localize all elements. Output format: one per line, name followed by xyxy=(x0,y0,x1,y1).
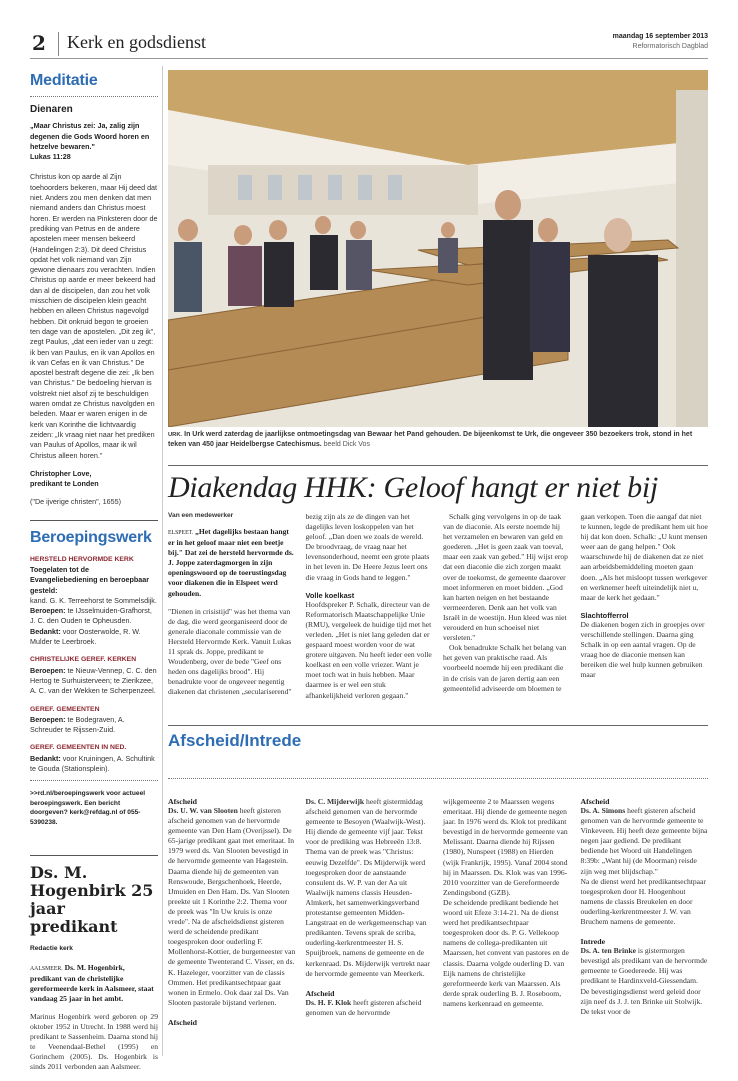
afscheid-list xyxy=(168,797,708,1027)
hogenbirk-body: Marinus Hogenbirk werd geboren op 29 oktober 1952 in Utrecht. In 1988 werd hij predikant te Sassenheim. Daarna stond hij te Veenendaal-Bethel (1995) en Gorinchem (2005). Ds. Hogenbirk is sinds 2011 verbonden aan Aalsmeer. xyxy=(30,1012,158,1072)
page-header xyxy=(30,28,708,59)
article-paragraph: Ook benadrukte Schalk het belang van het geven van praktische raad. Als voorbeeld noemde hij een predikant die in de crisis van de jaren dertig aan een gemeentelid adviseerde om bloemen te gaan verkopen. Toen die aangaf dat niet te kunnen, legde de predikant hem uit hoe hij dat kon doen. Schalk: „U kunt mensen weer aan de gang helpen." Ook waarschuwde hij de diakenen dat ze niet aan arbeidsbemiddeling moeten gaan doen. „Als het misloopt tussen werkgever en werknemer heeft uiteindelijk niet u, maar de kerk het gedaan." xyxy=(443,512,708,693)
afscheid-heading: Afscheid/Intrede xyxy=(168,731,302,750)
divider xyxy=(168,725,708,726)
column-divider xyxy=(162,66,163,1056)
meditatie-heading: Meditatie xyxy=(30,72,98,89)
issue-date: maandag 16 september 2013 xyxy=(612,33,708,40)
divider xyxy=(30,855,158,856)
list-item: Afscheid Ds. A. Simons heeft gisteren afscheid genomen van de hervormde gemeente te Vinkeveen. Hij heeft deze gemeente bijna negen jaar gediend. De predikant bediende het Woord uit Handelingen 8:39b: „Want hij (de Moorman) reisde zijn weg met blijdschap." Na de dienst werd het predikantsechtpaar toegesproken door H. Hoogenhout namens de classis Breukelen en door ouderling-kerkrentmeester J. W. van Bruchem namens de gemeente. xyxy=(580,797,708,927)
article-paragraph: "Dienen in crisistijd" was het thema van de dag, die werd georganiseerd door de generale diaconale commissie van de Hersteld Hervormde Kerk. Vanuit Lukas 11 sprak ds. Joppe, predikant te Woudenberg, over de bede "Geef ons heden ons dagelijks brood". Hij benadrukte voor de ongeveer negentig diakenen dat christenen „seculariserend" bezig zijn als ze de dingen van het dagelijks leven loskoppelen van het geloof. „Dan doen we zoals de wereld. De broodvraag, de vraag naar het levensonderhoud, neemt een grote plaats in het leven in. De Heere Jezus leert ons die vraag in Gods hand te leggen." xyxy=(168,512,430,697)
meditatie-subtitle: Dienaren xyxy=(30,104,73,115)
article-paragraph: Hoofdspreker P. Schalk, directeur van de Reformatorisch Maatschappelijke Unie (RMU), vergeleek de huidige tijd met het verleden. „Het is niet lang geleden dat er gespaard moest worden voor de wat grotere uitgaven. Nu heeft ieder een volle koelkast en een volle vriezer. Want je moet toch wat in huis hebben. Maar daarmee is er wel een stuk afhankelijkheid verloren gegaan." xyxy=(305,599,432,700)
church-cgk: CHRISTELIJKE GEREF. KERKEN xyxy=(30,656,137,664)
article-body xyxy=(168,512,708,701)
gg-beroepen: Beroepen: te Bodegraven, A. Schreuder te Rijssen-Zuid. xyxy=(30,714,125,735)
meditatie-author: Christopher Love, xyxy=(30,468,92,478)
hogenbirk-headline: Ds. M. Hogenbirk 25 jaar predikant xyxy=(30,863,154,937)
dateline: AALSMEER. xyxy=(30,965,63,972)
article-paragraph: Schalk ging vervolgens in op de taak van de diaconie. Als eerste noemde hij het verzamelen en bewaren van geld en goederen. „Het is geen zaak van toeval, maar een zaak van gebed." Hij wijst erop dat een diaconie die zich zorgen maakt over de toekomst, de gemeente daarover moet informeren en moet bidden. „God kan harten neigen en het bestaande vermeerderen. Denk aan het volk van Israël in de woestijn. Hun kleed was niet verouderd en hun schoeisel niet versleten." xyxy=(443,512,568,643)
church-gg: GEREF. GEMEENTEN xyxy=(30,705,100,713)
left-column xyxy=(30,68,158,1081)
meditatie-reference: Lukas 11:28 xyxy=(30,152,71,162)
article-paragraph: De diakenen bogen zich in groepjes over verschillende stellingen. Daarna ging Schalk in op een aantal vragen. Op de vraag hoe de diaconie mensen kan bereiken die wel hulp kunnen gebruiken maar xyxy=(580,619,705,680)
church-photo xyxy=(168,70,708,427)
article-lead: „Het dagelijks bestaan hangt er in het geloof maar niet een beetje bij." Dat zei de hersteld hervormde ds. J. Joppe zaterdagmorgen in zijn openingswoord op de toerustingsdag voor diakenen die in Elspeet werd gehouden. xyxy=(168,527,294,598)
meditatie-source: ("De ijverige christen", 1655) xyxy=(30,497,121,507)
beroepingswerk-footer-link[interactable]: >>rd.nl/beroepingswerk voor actueel beroepingswerk. Een bericht doorgeven? kerk@refdag.nl of 055-5390238. xyxy=(30,790,146,826)
list-item: Afscheid Ds. C. Mijderwijk heeft gistermiddag afscheid genomen van de hervormde gemeente te Besoyen (Waalwijk-West). Hij diende de gemeente vijf jaar. Tekst voor de prediking was Hebreeën 13:8. Thema van de preek was "Christus: eeuwig Dezelfde". Ds Mijderwijk werd toegesproken door de aanstaande consulent ds. W. P. van der Aa uit Waalwijk namens classis Heusden-Almkerk, het samenwerkingsverband protestantse gemeenten Midden-Langstraat en de werkgemeenschap van predikanten. Tevens sprak de scriba, ouderling-kerkrentmeester H. S. Spuijbroek, namens de gemeente en de kerkenraad. Ds. Mijderwijk vertrekt naar de hervormde gemeente van Meerkerk. xyxy=(168,797,430,1027)
photo-caption: URK. In Urk werd zaterdag de jaarlijkse ontmoetingsdag van Bewaar het Pand gehouden. De bijeenkomst te Urk, die ongeveer 350 bezoekers trok, stond in het teken van 450 jaar Heidelbergse Catechismus. beeld Dick Vos xyxy=(168,431,693,448)
list-item: Afscheid Ds. U. W. van Slooten heeft gisteren afscheid genomen van de hervormde gemeente van Den Ham (Overijssel). De 65-jarige predikant gaat met emeritaat. In 1979 werd ds. Van Slooten bevestigd in de hervormde gemeente van Hagestein. Daarna diende hij de gemeenten van Renswoude, Bergschenhoek, Heerde, IJmuiden en Den Ham. Ds. Van Slooten preekte uit 1 Korinthe 2:2. Thema voor de preek was "In Uw kruis is onze vrede". Na de afscheidsdienst gisteren werd de scheidende predikant toegesproken door ouderling F. Mollenhorst-Kottier, de burgemeester van de gemeente Twenterand C. Visser, en ds. K. Hazeleger, voorzitter van de classis Ommen. Het predikantsechtpaar gaat wonen in Ermelo. Ook daar zal Ds. Van Slooten pastorale bijstand verlenen. xyxy=(168,797,296,1007)
section-title: Kerk en godsdienst xyxy=(58,32,206,56)
article-subheading: Slachtofferrol xyxy=(580,610,629,620)
meditatie-body: Christus kon op aarde al Zijn toehoorders bekeren, maar Hij deed dat niet. Anders zou men denken dat men niemand anders dan Christus moest horen. Er werden na Pinksteren door de prediking van Petrus en de andere apostelen meer mensen bekeerd (Handelingen 2:3). Dit deed Christus opdat het volk niemand van Zijn gewone dienaars zou verachten. Indien Christus op aarde er meer bekeerd had dan al de discipelen, dan zou het volk misschien de discipelen klein geacht hebben en alleen Christus nagevolgd hebben. Dit onkruid begon te groeien ten dage van de apostelen. „Dit zeg ik", zegt Paulus, „dat een ieder van u zegt: ik ben van Paulus, en ik van Apollos en ik van Cefas en ik van Christus." De apostel bestraft degene die zei: „Ik ben van Christus." De bedoeling hiervan is volstrekt niet alsof zij te beschuldigen waren omdat ze Christus navolgden en beleden. Maar er waren enigen in de kerk van Korinthe die lichtvaardig zeiden: „Ik vraag niet naar het prediken van Paulus of Apollos, maar ik wil Christus alleen horen." xyxy=(30,172,158,460)
divider xyxy=(30,96,158,97)
ggin-bedankt: Bedankt: voor Kruiningen, A. Schultink te Gouda (Stationsplein). xyxy=(30,753,155,774)
meditatie-quote: „Maar Christus zei: Ja, zalig zijn degenen die Gods Woord horen en hetzelve bewaren." xyxy=(30,121,150,151)
newspaper-name: Reformatorisch Dagblad xyxy=(632,43,708,50)
hhk-beroepen: Beroepen: te IJsselmuiden-Grafhorst, J. C. den Ouden te Opheusden. xyxy=(30,606,152,626)
hogenbirk-byline: Redactie kerk xyxy=(30,945,73,953)
list-item: Intrede Ds. A. ten Brinke is gistermorgen bevestigd als predikant van de hervormde gemeente te Goedereede. Hij was predikant te Hardinxveld-Giessendam. De bevestigingsdienst werd geleid door zijn neef ds J. J. ten Brinke uit Stolwijk. De tekst voor de xyxy=(580,937,708,1016)
article-headline: Diakendag HHK: Geloof hangt er niet bij xyxy=(168,471,658,504)
cgk-beroepen: Beroepen: te Nieuw-Vennep, C. C. den Hertog te Surhuisterveen; te Zierikzee, A. C. van der Wekken te Scherpenzeel. xyxy=(30,665,157,696)
meditatie-author-role: predikant te Londen xyxy=(30,479,99,489)
divider xyxy=(30,520,158,521)
article-byline: Van een medewerker xyxy=(168,512,234,519)
divider xyxy=(168,778,708,779)
divider xyxy=(30,780,158,781)
article-subheading: Volle koelkast xyxy=(305,590,355,600)
church-hhk: HERSTELD HERVORMDE KERK xyxy=(30,555,134,563)
beroepingswerk-heading: Beroepingswerk xyxy=(30,528,152,546)
hogenbirk-lead: Ds. M. Hogenbirk, predikant van de christelijke gereformeerde kerk in Aalsmeer, staat vandaag 25 jaar in het ambt. xyxy=(30,962,154,1003)
hhk-intro: Toegelaten tot de Evangeliebediening en beroepbaar gesteld: xyxy=(30,564,150,595)
hhk-bedankt: Bedankt: voor Oosterwolde, R. W. Mulder te Leerbroek. xyxy=(30,626,141,647)
photo-credit: beeld Dick Vos xyxy=(323,441,370,448)
dateline: ELSPEET. xyxy=(168,530,194,536)
hhk-intro-text: kand. G. K. Terreehorst te Sommelsdijk. xyxy=(30,595,157,605)
divider xyxy=(168,465,708,466)
page-number: 2 xyxy=(32,31,46,55)
church-ggin: GEREF. GEMEENTEN IN NED. xyxy=(30,744,127,752)
list-item: Afscheid Ds. H. F. Klok heeft gisteren afscheid genomen van de hervormde wijkgemeente 2 te Maarssen wegens emeritaat. Hij diende de gemeente negen jaar. In 1976 werd ds. Klok tot predikant bevestigd in de hervormde gemeente van Melissant. Daarna diende hij Rijssen (1980), Nunspeet (1988) en Hierden (wijk Frankrijk, 1995). Vanaf 2004 stond hij in Maarssen. Ds. Klok was van 1996-2010 voorzitter van de Gereformeerde Zendingsbond (GZB). De scheidende predikant bediende het woord uit Efeze 3:14-21. Na de dienst werd het predikantsechtpaar toegesproken door ds. P. G. Vellekoop namens de collega-predikanten uit Maarssen, het convent van pastores en de classis. Daarna volgde ouderling D. van Eijk namens de christelijke gereformeerde kerk van Maarssen. Als derde sprak ouderling B. J. Roseboom, namens kerkenraad en gemeente. xyxy=(305,797,569,1017)
